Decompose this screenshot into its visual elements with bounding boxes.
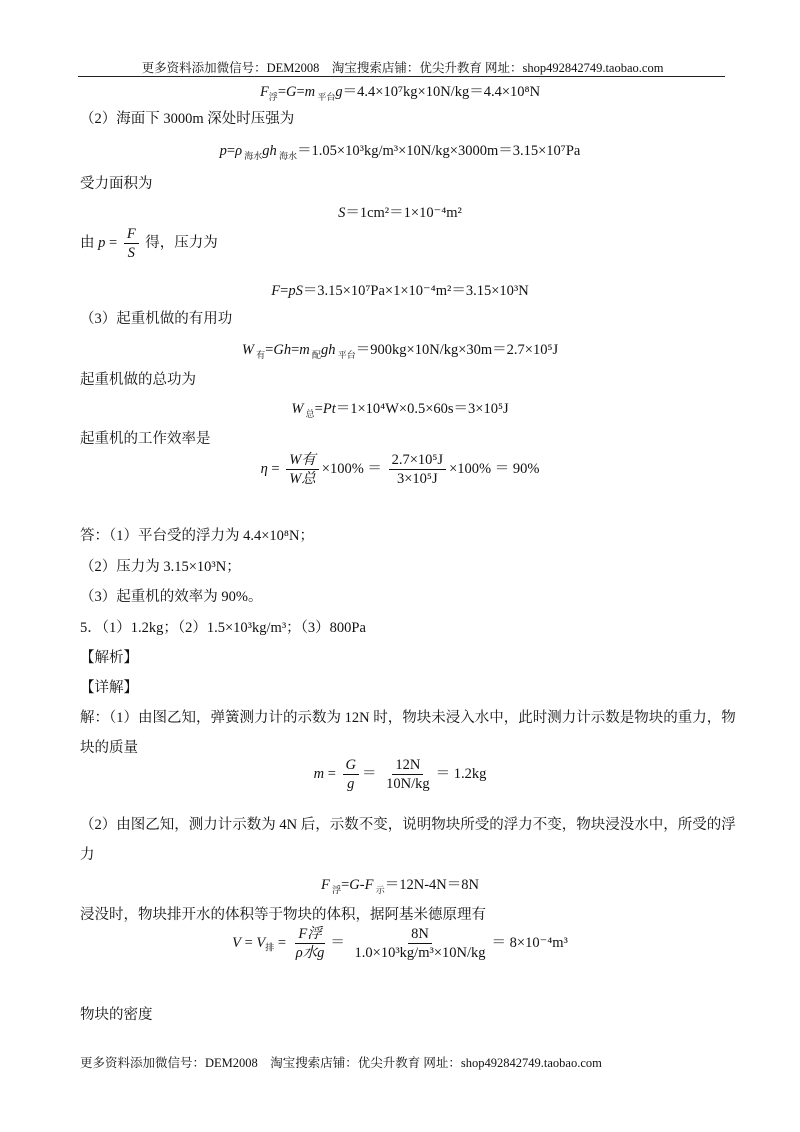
fraction-G-over-g [343,757,359,792]
question-5-answer: 5．（1）1.2kg；（2）1.5×10³kg/m³；（3）800Pa [80,620,366,636]
formula-pressure-value: ＝1.05×10³kg/m³×10N/kg×3000m＝3.15×10⁷Pa [297,143,581,159]
volume-result: ＝ 8×10⁻⁴m³ [491,934,568,951]
formula-efficiency: η = $\frac{\text{W有}}{\text{W总}}$ ×100% ＝ $\frac{\text{2.7×10⁵J}}{\text{3×10⁵J}}$ ×100% ＝ 90% [260,452,540,487]
page-header: 更多资料添加微信号：DEM2008 淘宝搜索店铺：优尖升教育 网址：shop492842749.taobao.com [141,61,664,75]
fraction-denominator: W总 [289,471,316,487]
fraction-denominator: S [127,245,135,261]
fraction-mass-values [383,757,433,792]
fraction-numerator: 2.7×10⁵J [389,452,447,470]
pressure-formula-line: 由 p = $\frac{F}{S}$ 得，压力为 [80,226,218,261]
fraction-numerator: W有 [286,452,319,470]
fraction-denominator: g [347,776,355,792]
by-text: 由 [80,234,95,251]
answer-3: （3）起重机的效率为 90%。 [80,589,263,605]
efficiency-mid: ×100% ＝ [321,460,382,477]
formula-force-value: ＝3.15×10⁷Pa×1×10⁻⁴m²＝3.15×10³N [302,283,529,299]
fraction-numerator: 12N [392,757,423,775]
formula-force: F=pS＝3.15×10⁷Pa×1×10⁻⁴m²＝3.15×10³N [271,283,529,299]
detail-heading: 【详解】 [80,680,138,696]
fraction-efficiency-values [389,452,447,487]
pressure-derive-text: 得，压力为 [145,234,218,251]
fraction-denominator: 3×10⁵J [397,471,438,487]
area-label: 受力面积为 [80,176,153,192]
formula-buoyant-force: F $_浮$=G-F $_示$＝12N-4N＝8N [320,877,479,895]
mass-result: ＝ 1.2kg [435,765,487,782]
solution-line-2: 块的质量 [80,740,138,756]
formula-area: S＝1cm²＝1×10⁻⁴m² [338,205,462,221]
formula-volume: $V = V_排$ = $\frac{\text{F浮}}{\text{ρ水g}}$ ＝ $\frac{8N}{\text{1.0×10³kg/m³×10N/kg}}$ ＝ 8×10⁻⁴m³ [232,926,568,961]
formula-total-work-value: ＝1×10⁴W×0.5×60s＝3×10⁵J [335,401,509,417]
efficiency-label: 起重机的工作效率是 [80,431,211,447]
archimedes-line: 浸没时，物块排开水的体积等于物块的体积，据阿基米德原理有 [80,907,486,923]
header-rule [78,76,725,77]
formula-useful-work-value: ＝900kg×10N/kg×30m＝2.7×10⁵J [355,342,559,358]
efficiency-result: ×100% ＝ 90% [449,460,540,477]
fraction-F-over-S [124,226,139,261]
answer-1: 答：（1）平台受的浮力为 4.4×10⁸N； [80,528,314,544]
fraction-numerator: 8N [408,926,432,944]
fraction-numerator: F浮 [295,926,324,944]
fraction-Ffloat-over-rho-g [293,926,328,961]
page-footer: 更多资料添加微信号：DEM2008 淘宝搜索店铺：优尖升教育 网址：shop492842749.taobao.com [80,1056,602,1070]
formula-total-work: W $_总$=Pt＝1×10⁴W×0.5×60s＝3×10⁵J [291,401,509,419]
formula-area-value: ＝1cm²＝1×10⁻⁴m² [345,205,462,221]
step-2-heading: （2）海面下 3000m 深处时压强为 [80,111,295,127]
total-work-label: 起重机做的总功为 [80,372,196,388]
fraction-denominator: 1.0×10³kg/m³×10N/kg [354,945,486,961]
fraction-volume-values [352,926,489,961]
solution-line-1: 解：（1）由图乙知，弹簧测力计的示数为 12N 时，物块未浸入水中，此时测力计示数是物块的重力，物 [80,710,736,726]
fraction-W-useful-over-total [286,452,319,487]
analysis-heading: 【解析】 [80,650,138,666]
formula-buoyancy-value: ＝4.4×10⁷kg×10N/kg＝4.4×10⁸N [342,84,541,100]
formula-useful-work: W $_有$=Gh=m $_配$gh $_{平台}$＝900kg×10N/kg×30m＝2.7×10⁵J [241,342,559,360]
density-label: 物块的密度 [80,1007,153,1023]
step-2-buoyancy-line-2: 力 [80,847,95,863]
answer-2: （2）压力为 3.15×10³N； [80,559,241,575]
formula-buoyancy: $F_浮=G=m$ $_{平台}$g＝4.4×10⁷kg×10N/kg＝4.4×10⁸N [259,84,541,102]
formula-buoyant-force-value: ＝12N-4N＝8N [384,877,479,893]
fraction-numerator: F [124,226,139,244]
fraction-denominator: 10N/kg [386,776,430,792]
fraction-denominator: ρ水g [295,945,325,961]
fraction-numerator: G [343,757,359,775]
formula-mass: m = $\frac{G}{g}$ ＝ $\frac{12N}{10N/kg}$ ＝ 1.2kg [313,757,487,792]
step-2-buoyancy-line-1: （2）由图乙知，测力计示数为 4N 后，示数不变，说明物块所受的浮力不变，物块浸没水中，所受的浮 [80,817,736,833]
formula-pressure: p=ρ $_{海水}$gh $_{海水}$＝1.05×10³kg/m³×10N/kg×3000m＝3.15×10⁷Pa [219,143,581,161]
step-3-heading: （3）起重机做的有用功 [80,311,233,327]
